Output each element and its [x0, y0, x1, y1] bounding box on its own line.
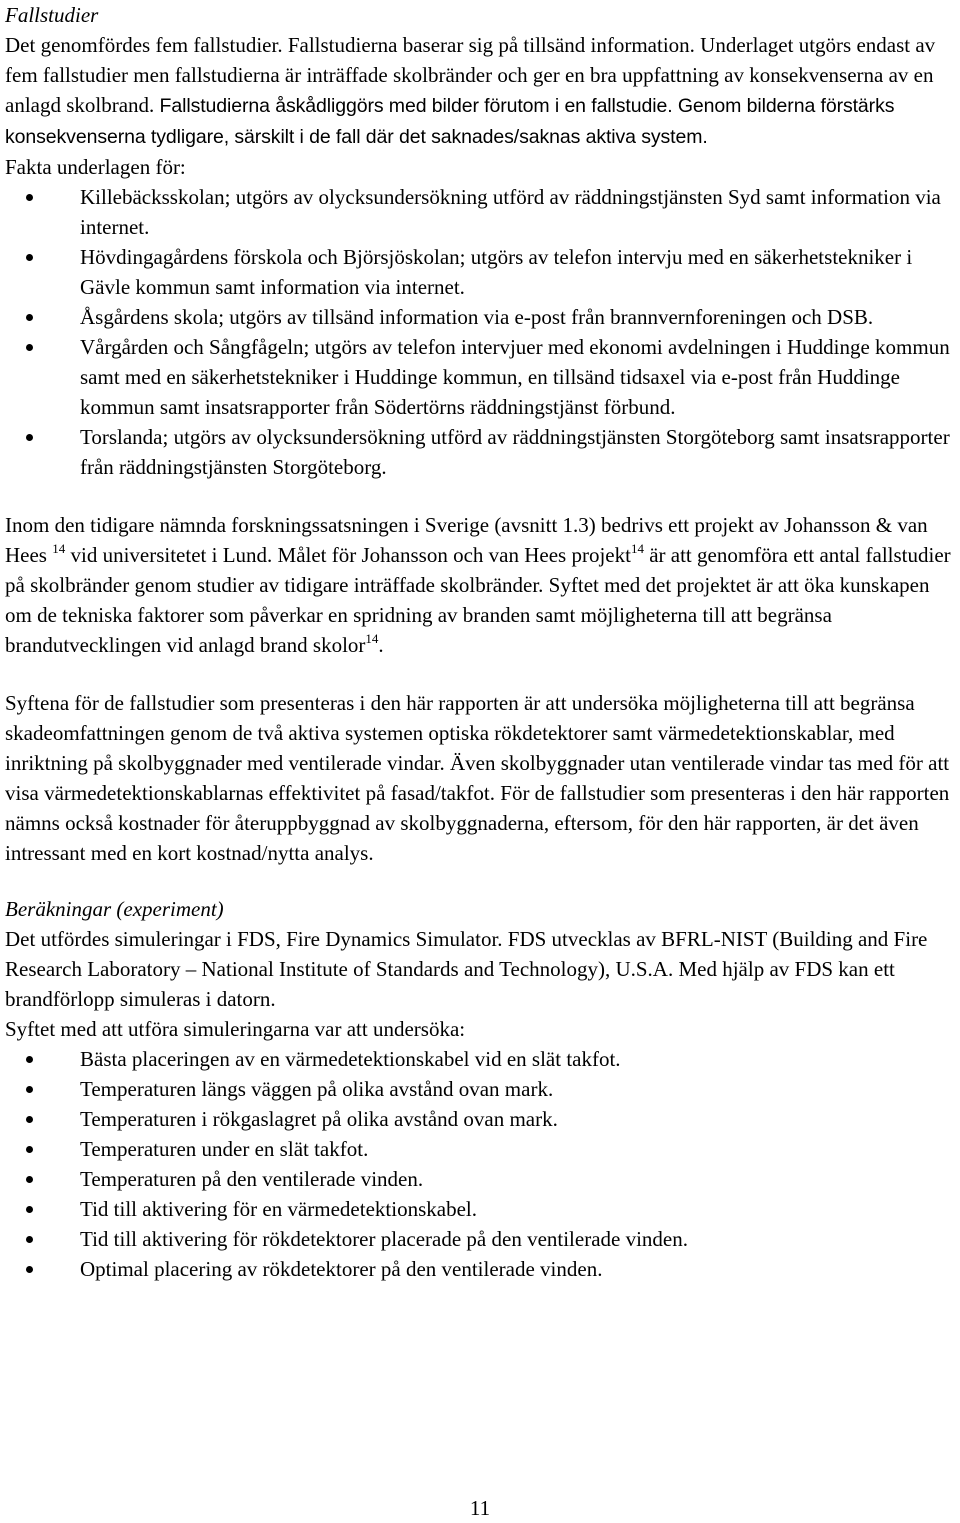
- facts-label: Fakta underlagen för:: [5, 155, 186, 179]
- bullet-icon: [26, 434, 33, 441]
- list-item: Tid till aktivering för en värmedetektionskabel.: [5, 1194, 955, 1224]
- purpose-paragraph: Syftena för de fallstudier som presenteras i den här rapporten är att undersöka möjligheterna till att begränsa skadeomfattningen genom de två aktiva systemen optiska rökdetektorer samt värmedetektionskablar, med inriktning på skolbyggnader med ventilerade vindar. Även skolbyggnader utan ventilerade vindar tas med för att visa värmedetektionskablarnas effektivitet på fasad/takfot. För de fallstudier som presenteras i den här rapporten nämns också kostnader för återuppbyggnad av skolbyggnaderna, eftersom, för den här rapporten, är det även intressant med en kort kostnad/nytta analys.: [5, 691, 950, 865]
- case-study-list: [5, 182, 955, 482]
- list-item: Torslanda; utgörs av olycksundersökning utförd av räddningstjänsten Storgöteborg samt insatsrapporter från räddningstjänsten Storgöteborg.: [5, 422, 955, 482]
- bullet-icon: [26, 1176, 33, 1183]
- simulation-goals-list: [5, 1044, 955, 1284]
- section-heading-fallstudier: Fallstudier: [5, 3, 99, 27]
- list-item: Åsgårdens skola; utgörs av tillsänd information via e-post från brannvernforeningen och DSB.: [5, 302, 955, 332]
- list-item: Temperaturen längs väggen på olika avstånd ovan mark.: [5, 1074, 955, 1104]
- list-item: Optimal placering av rökdetektorer på den ventilerade vinden.: [5, 1254, 955, 1284]
- intro-paragraph: [5, 30, 955, 152]
- section-heading-berakningar: Beräkningar (experiment): [5, 897, 224, 921]
- bullet-icon: [26, 1056, 33, 1063]
- list-item: Bästa placeringen av en värmedetektionskabel vid en slät takfot.: [5, 1044, 955, 1074]
- list-item: Tid till aktivering för rökdetektorer placerade på den ventilerade vinden.: [5, 1224, 955, 1254]
- bullet-icon: [26, 1086, 33, 1093]
- footnote-ref: 14: [630, 541, 644, 556]
- bullet-icon: [26, 1266, 33, 1273]
- bullet-icon: [26, 1116, 33, 1123]
- simulation-purpose-label: Syftet med att utföra simuleringarna var att undersöka:: [5, 1017, 466, 1041]
- intro-text-a: Det genomfördes fem fallstudier. Fallstudierna baserar sig på tillsänd information. Underlaget utgörs endast av fem fallstudier men fallstudierna är inträffade skolbränder och ger en bra uppfattning av konsekvenserna av en anlagd skolbrand.: [5, 33, 936, 117]
- footnote-ref: 14: [365, 631, 379, 646]
- list-item: Killebäcksskolan; utgörs av olycksundersökning utförd av räddningstjänsten Syd samt information via internet.: [5, 182, 955, 242]
- list-item: Vårgården och Sångfågeln; utgörs av telefon intervjuer med ekonomi avdelningen i Huddinge kommun samt med en säkerhetstekniker i Huddinge kommun, en tillsänd tidsaxel via e-post från Huddinge kommun samt insatsrapporter från Södertörns räddningstjänst förbund.: [5, 332, 955, 422]
- list-item: Temperaturen under en slät takfot.: [5, 1134, 955, 1164]
- bullet-icon: [26, 254, 33, 261]
- list-item: Temperaturen på den ventilerade vinden.: [5, 1164, 955, 1194]
- bullet-icon: [26, 1236, 33, 1243]
- intro-text-b: Fallstudierna åskådliggörs med bilder förutom i en fallstudie. Genom bilderna förstärks konsekvenserna tydligare, särskilt i de fall där det saknades/saknas aktiva system.: [5, 95, 895, 148]
- bullet-icon: [26, 194, 33, 201]
- list-item: Hövdingagårdens förskola och Björsjöskolan; utgörs av telefon intervju med en säkerhetstekniker i Gävle kommun samt information via internet.: [5, 242, 955, 302]
- footnote-ref: 14: [52, 541, 66, 556]
- research-paragraph: Inom den tidigare nämnda forskningssatsningen i Sverige (avsnitt 1.3) bedrivs ett projekt av Johansson & van Hees $^{14}$ vid universitetet i Lund. Målet för Johansson och van Hees projekt$^{14}$ är att genomföra ett antal fallstudier på skolbränder genom studier av tidigare inträffade skolbränder. Syftet med det projektet är att öka kunskapen om de tekniska faktorer som påverkar en spridning av branden samt möjligheterna till att begränsa brandutvecklingen vid anlagd brand skolor$^{14}$.: [5, 513, 951, 657]
- list-item: Temperaturen i rökgaslagret på olika avstånd ovan mark.: [5, 1104, 955, 1134]
- bullet-icon: [26, 314, 33, 321]
- page-number: 11: [469, 1496, 491, 1520]
- simulation-intro: Det utfördes simuleringar i FDS, Fire Dynamics Simulator. FDS utvecklas av BFRL-NIST (Building and Fire Research Laboratory – National Institute of Standards and Technology), U.S.A. Med hjälp av FDS kan ett brandförlopp simuleras i datorn.: [5, 927, 928, 1011]
- document-page: [5, 0, 955, 1284]
- bullet-icon: [26, 1146, 33, 1153]
- bullet-icon: [26, 1206, 33, 1213]
- bullet-icon: [26, 344, 33, 351]
